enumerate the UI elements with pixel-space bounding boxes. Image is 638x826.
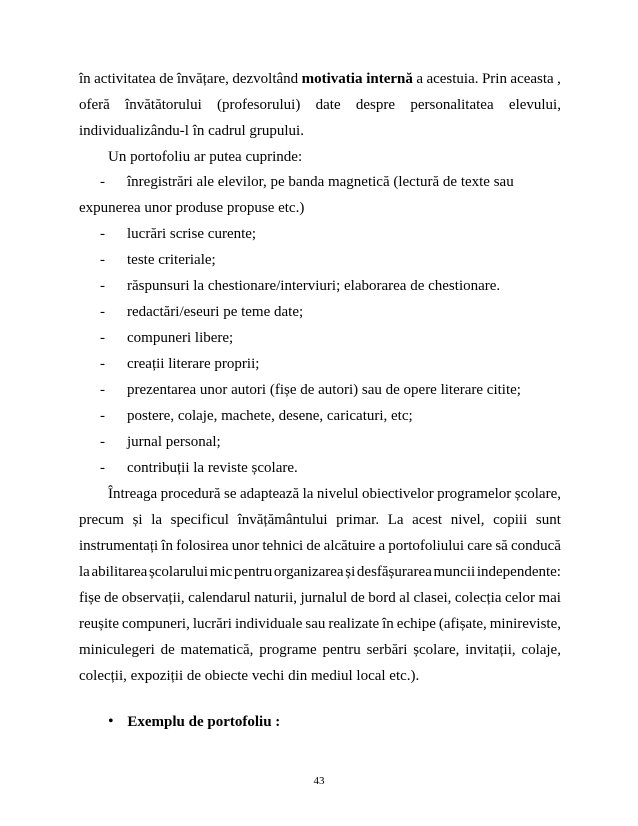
word: (profesorului) (217, 97, 301, 113)
paragraph1-line3: individualizându-l în cadrul grupului. (79, 123, 304, 139)
bullet-heading (108, 712, 280, 732)
list-item-text: teste criteriale; (127, 252, 216, 268)
word: serbări (366, 642, 408, 658)
paragraph2-line2 (79, 511, 561, 530)
word: La (387, 512, 404, 528)
paragraph2-line6 (79, 615, 561, 634)
list-item (100, 381, 521, 400)
word: calendarul (188, 590, 251, 606)
word: și (132, 512, 143, 528)
word: colecția (454, 590, 502, 606)
list-item-text: înregistrări ale elevilor, pe banda magnetică (lectură de texte sau (127, 174, 514, 190)
word: oferă (79, 97, 110, 113)
dash-marker: - (100, 460, 105, 476)
word: în (382, 616, 394, 632)
word: compuneri, (121, 616, 190, 632)
page-number: 43 (313, 775, 325, 787)
word: realizate (328, 616, 380, 632)
list-item (100, 433, 221, 452)
dash-marker: - (100, 226, 105, 242)
list-item (100, 303, 303, 322)
word: copiii (493, 512, 528, 528)
word: a (416, 71, 423, 87)
paragraph2-line7 (79, 641, 561, 660)
word: personalitatea (410, 97, 494, 113)
word: portofoliului (388, 538, 465, 554)
word: naturii, (254, 590, 297, 606)
word: de (350, 590, 365, 606)
word: obiectivelor (362, 486, 434, 502)
dash-marker: - (100, 408, 105, 424)
word: să (495, 538, 508, 554)
word: a (378, 538, 386, 554)
word: nivelul (316, 486, 359, 502)
word: școlare, (514, 486, 561, 502)
word: primar. (336, 512, 380, 528)
paragraph1-line2 (79, 96, 561, 115)
word: invitații, (465, 642, 516, 658)
word: , (557, 71, 561, 87)
word: desfășurarea (356, 564, 432, 580)
list-item (100, 459, 298, 478)
word: se (224, 486, 237, 502)
paragraph2-line3 (79, 537, 561, 556)
bullet-text: Exemplu de portofoliu : (127, 714, 281, 730)
word: abilitarea (91, 564, 148, 580)
dash-marker: - (100, 278, 105, 294)
word: independente: (476, 564, 561, 580)
word: individuale (234, 616, 303, 632)
word: programelor (437, 486, 512, 502)
list-item (100, 329, 233, 348)
word: organizarea (273, 564, 344, 580)
word: aceasta (510, 71, 554, 87)
word: matematică, (180, 642, 254, 658)
paragraph2-line8: colecții, expoziții de obiecte vechi din mediul local etc.). (79, 668, 420, 684)
word: de (159, 71, 174, 87)
word: învățământului (237, 512, 328, 528)
list-item-text: contribuții la reviste școlare. (127, 460, 298, 476)
word: care (467, 538, 493, 554)
word: folosirea (176, 538, 229, 554)
list-item-text: redactări/eseuri pe teme date; (127, 304, 304, 320)
word: mai (538, 590, 561, 606)
word: învățare, (176, 71, 229, 87)
list-intro: Un portofoliu ar putea cuprinde: (108, 149, 303, 165)
word: lucrări (192, 616, 232, 632)
word: specificul (170, 512, 229, 528)
list-item-text: lucrări scrise curente; (127, 226, 257, 242)
list-item (100, 355, 259, 374)
word: al (399, 590, 411, 606)
word: alcătuire (323, 538, 376, 554)
word: observații, (121, 590, 185, 606)
word: reușite (79, 616, 119, 632)
word: mic (209, 564, 233, 580)
word: de (306, 538, 321, 554)
paragraph2-line4 (79, 563, 561, 582)
word: procedură (160, 486, 221, 502)
word: dezvoltând (232, 71, 299, 87)
list-item-text: răspunsuri la chestionare/interviuri; elaborarea de chestionare. (127, 278, 501, 294)
word: pentru (233, 564, 273, 580)
word: activitatea (94, 71, 156, 87)
list-item-text: compuneri libere; (127, 330, 234, 346)
word: clasei, (413, 590, 452, 606)
word: sunt (535, 512, 561, 528)
list-item (100, 407, 413, 426)
word: în (161, 538, 173, 554)
word: date (315, 97, 341, 113)
word: celor (504, 590, 535, 606)
word: tehnici (262, 538, 304, 554)
word: precum (79, 512, 124, 528)
list-item (100, 277, 500, 296)
word: instrumentați (79, 538, 159, 554)
list-item (100, 251, 216, 270)
paragraph2-line1 (108, 485, 561, 504)
word: Întreaga (108, 486, 158, 502)
word: de (104, 590, 119, 606)
dash-marker: - (100, 330, 105, 346)
word: unor (231, 538, 260, 554)
paragraph1-line1 (79, 70, 561, 89)
dash-marker: - (100, 174, 105, 190)
word: despre (355, 97, 396, 113)
word: programe (259, 642, 317, 658)
word: învătătorului (125, 97, 202, 113)
word: acestuia. (426, 71, 479, 87)
word: sau (305, 616, 326, 632)
word: pentru (322, 642, 361, 658)
word: jurnalul (300, 590, 348, 606)
bullet-icon: • (108, 713, 114, 730)
word: muncii (433, 564, 476, 580)
word: echipe (396, 616, 436, 632)
word: (afișate, (438, 616, 487, 632)
word: în (79, 71, 91, 87)
word: acest (412, 512, 443, 528)
word: de (160, 642, 175, 658)
word: bord (368, 590, 396, 606)
word: la (79, 564, 90, 580)
word: la (302, 486, 314, 502)
word: elevului, (508, 97, 561, 113)
dash-marker: - (100, 252, 105, 268)
list-item-text: creații literare proprii; (127, 356, 260, 372)
dash-marker: - (100, 434, 105, 450)
dash-marker: - (100, 382, 105, 398)
word: minireviste, (489, 616, 561, 632)
dash-marker: - (100, 356, 105, 372)
list-item-text: jurnal personal; (127, 434, 221, 450)
word: conducă (510, 538, 561, 554)
word: colaje, (521, 642, 561, 658)
dash-marker: - (100, 304, 105, 320)
bold-phrase: motivatia internă (301, 71, 413, 87)
list-item (100, 225, 256, 244)
word: fișe (79, 590, 101, 606)
word: miniculegeri (79, 642, 155, 658)
word: la (151, 512, 163, 528)
list-item-text: postere, colaje, machete, desene, caricaturi, etc; (127, 408, 413, 424)
list-item-continuation: expunerea unor produse propuse etc.) (79, 200, 305, 216)
list-item-text: prezentarea unor autori (fișe de autori) sau de opere literare citite; (127, 382, 521, 398)
word: și (345, 564, 356, 580)
list-item (100, 173, 514, 192)
word: adaptează (240, 486, 300, 502)
word: nivel, (450, 512, 485, 528)
word: școlarului (148, 564, 209, 580)
word: școlare, (413, 642, 460, 658)
word: Prin (481, 71, 507, 87)
paragraph2-line5 (79, 589, 561, 608)
